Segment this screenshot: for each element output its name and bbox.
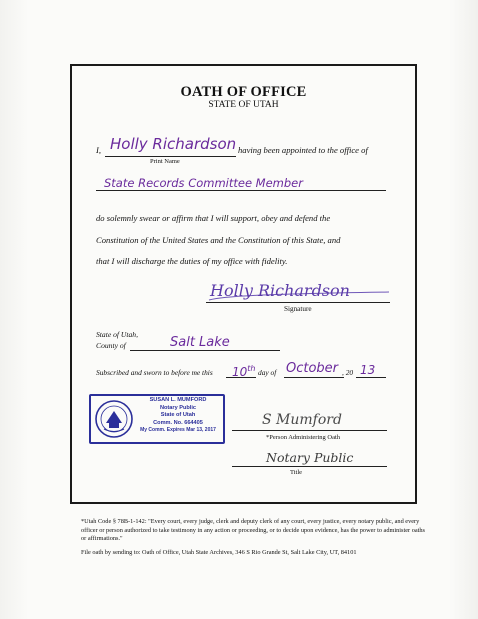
oath-line-3: that I will discharge the duties of my office with fidelity.: [96, 256, 288, 266]
oath-line-1: do solemnly swear or affirm that I will support, obey and defend the: [96, 213, 331, 223]
file-note: File oath by sending to: Oath of Office, Utah State Archives, 346 S Rio Grande St, Salt Lake City, UT, 84101: [81, 549, 357, 556]
notary-stamp: [89, 394, 225, 444]
stamp-commission: Comm. No. 664405: [153, 419, 203, 426]
state-label: State of Utah,: [96, 330, 138, 339]
handwritten-month: October: [286, 361, 339, 376]
stamp-line-3: State of Utah: [160, 412, 196, 418]
oath-line-2: Constitution of the United States and the Constitution of this State, and: [96, 235, 341, 245]
handwritten-signature: Holly Richardson: [210, 281, 350, 300]
office-line: [96, 190, 386, 191]
signature-line: [206, 302, 390, 303]
form-subtitle: STATE OF UTAH: [208, 100, 279, 110]
stamp-expires: My Comm. Expires Mar 13, 2017: [140, 427, 216, 433]
code-note: *Utah Code § 78B-1-142: "Every court, every judge, clerk and deputy clerk of any court, every justice, every notary public, and every officer or person authorized to take testimony in any action or proceeding, or to decide upon evidence, has the power to administer oaths or affirmations.": [81, 518, 426, 543]
handwritten-name: Holly Richardson: [110, 135, 237, 153]
day-of-label: day of: [258, 368, 277, 377]
title-line: [232, 466, 387, 467]
administering-label: *Person Administering Oath: [266, 434, 341, 441]
county-line: [130, 350, 280, 351]
stamp-text: [135, 397, 221, 435]
subscribed-text: Subscribed and sworn to before me this: [96, 368, 213, 377]
year-prefix: , 20: [342, 368, 354, 377]
handwritten-year: 13: [360, 363, 376, 377]
form-title: OATH OF OFFICE: [180, 84, 307, 100]
year-line: [356, 377, 386, 378]
intro-suffix: having been appointed to the office of: [238, 145, 368, 155]
title-label: Title: [290, 469, 303, 476]
handwritten-office: State Records Committee Member: [104, 176, 303, 190]
month-line: [284, 377, 344, 378]
intro-prefix: I,: [96, 145, 102, 155]
name-line: [105, 156, 236, 157]
handwritten-day: 10th: [232, 364, 256, 379]
stamp-name: SUSAN L. MUMFORD: [149, 397, 207, 403]
administrator-signature: S Mumford: [262, 412, 342, 428]
state-seal-icon: [94, 399, 134, 439]
administrator-line: [232, 430, 387, 431]
administrator-title: Notary Public: [266, 450, 354, 465]
county-label: County of: [96, 341, 126, 350]
stamp-line-2: Notary Public: [159, 404, 197, 411]
handwritten-county: Salt Lake: [170, 335, 230, 350]
signature-label: Signature: [284, 305, 312, 313]
print-name-label: Print Name: [150, 158, 180, 165]
